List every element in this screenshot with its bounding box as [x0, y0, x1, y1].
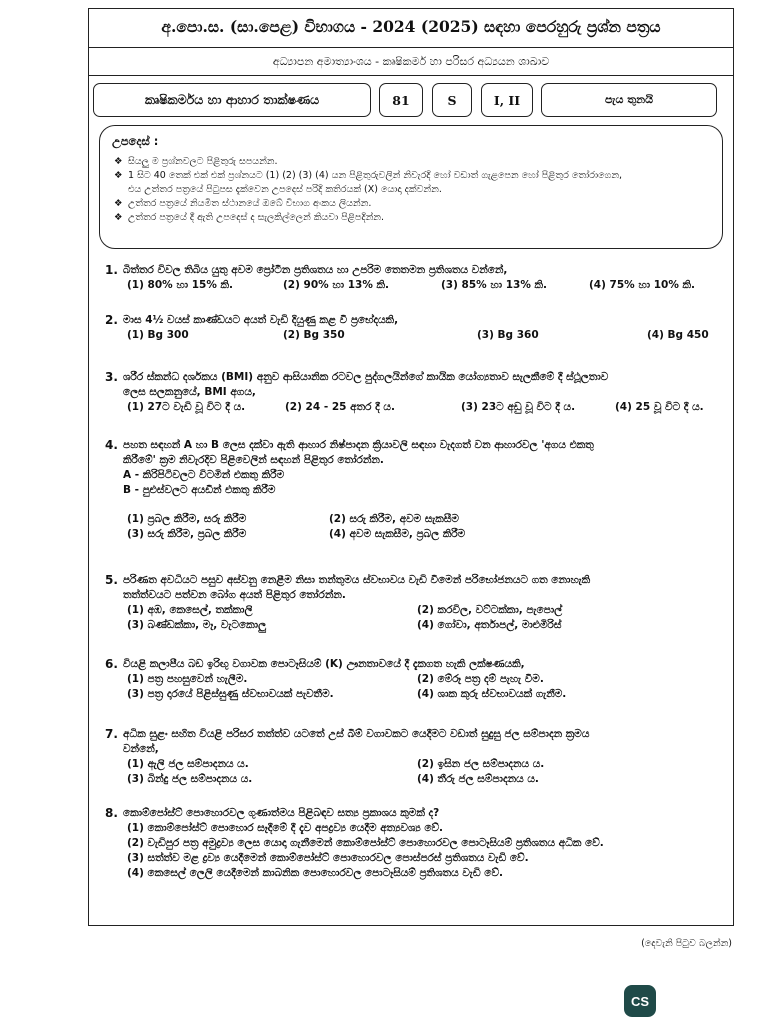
question-number: 7. [105, 727, 118, 741]
question-text: අධික සුළං සහිත වියළි පරිසර තත්ත්ව යටතේ උස් බීම් වගාවකට යෙදීමට වඩාත් සුදුසු ජල සම්පාදන ක්‍රමය [123, 728, 590, 740]
option: (1) 80% හා 15% කි. [127, 279, 234, 291]
option: (4) 75% හා 10% කි. [589, 279, 696, 291]
option: (4) තීරු ජල සම්පාදනය ය. [417, 773, 539, 785]
option: (1) අඹ, කෙසෙල්, තක්කාලි [127, 604, 253, 616]
question-number: 3. [105, 370, 118, 384]
question-text: වියළි කලාපීය බඩ ඉරිඟු වගාවක පොටෑසියම් (K) ඌනතාවයේ දී දැකගත හැකි ලක්ෂණයකි, [123, 658, 525, 670]
option: (3) 85% හා 13% කි. [441, 279, 548, 291]
options-row [127, 672, 717, 687]
options-row [127, 400, 717, 415]
question-text: ලෙස සලකනුයේ, BMI අගය, [123, 386, 256, 398]
option: (2) 24 - 25 අතර දී ය. [285, 401, 395, 413]
question-text: මාස 4½ වයස් කාණ්ඩයට අයත් වැඩි දියුණු කළ වී ප්‍රභේදයකි, [123, 314, 399, 326]
option: (4) ශාක කුරු ස්වභාවයක් ගැනීම. [417, 688, 567, 700]
instruction-item: ❖ 1 සිට 40 තෙක් එක් එක් ප්‍රශ්නයට (1) (2) (3) (4) යන පිළිතුරුවලින් නිවැරදි හෝ වඩාත් ගැළපෙන හෝ පිළිතුර තෝරාගෙන, [114, 170, 623, 181]
department-line: අධ්‍යාපන අමාත්‍යාංශය - කෘෂිකර්ම හා පරිසර අධ්‍යයන ශාඛාව [272, 55, 550, 68]
option: (1) ඇලි ජල සම්පාදනය ය. [127, 758, 249, 770]
question-8 [105, 806, 717, 881]
divider [89, 75, 733, 76]
option: (3) පත්‍ර දාරයේ පිළිස්සුණු ස්වභාවයක් පැවතීම. [127, 688, 334, 700]
statement: B - පුළුස්වලට අයඩීන් එකතු කිරීම [123, 484, 276, 496]
question-text: වන්නේ, [123, 743, 159, 755]
option: (3) 23ට අඩු වූ විට දී ය. [461, 401, 576, 413]
instruction-item: ❖ සියලු ම ප්‍රශ්නවලට පිළිතුරු සපයන්න. [114, 156, 278, 167]
question-text: පරිණත අවධියට පසුව අස්වනු නෙළීම නිසා තන්තුමය ස්වභාවය වැඩි වීමෙන් පරිභෝජනයට ගත නොහැකි [123, 574, 591, 586]
subject-box: කෘෂිකර්මය හා ආහාර තාක්ෂණය [93, 83, 371, 117]
option: (4) ගෝවා, අර්තාපල්, මාළුමිරිස් [417, 619, 562, 631]
question-number: 1. [105, 263, 118, 277]
instructions-heading: උපදෙස් : [112, 134, 159, 148]
option: (1) 27ට වැඩි වූ විට දී ය. [127, 401, 246, 413]
options-row [127, 603, 717, 618]
option: (1) ප්‍රබල කිරීම, සරු කිරීම [127, 513, 247, 525]
medium-box: S [432, 83, 472, 117]
option: (4) Bg 450 [647, 329, 709, 341]
instruction-item: ❖ උත්තර පත්‍රයේ නියමිත ස්ථානයේ ඔබේ විභාග අංකය ලියන්න. [114, 198, 372, 209]
exam-paper-frame [88, 8, 734, 926]
question-number: 8. [105, 806, 118, 820]
instructions-box [99, 125, 723, 249]
instruction-item: ❖ උත්තර පත්‍රයේ දී ඇති උපදෙස් ද සැලකිල්ලෙන් කියවා පිළිපදින්න. [114, 212, 385, 223]
next-page-note: (දෙවැනි පිටුව බලන්න) [641, 938, 732, 949]
option: (3) බණ්ඩක්කා, මෑ, වැටකොලු [127, 619, 267, 631]
question-number: 5. [105, 573, 118, 587]
question-text: පහත සඳහන් A හා B ලෙස දක්වා ඇති ආහාර නිෂ්පාදන ක්‍රියාවලි සඳහා වැදගත් වන ආහාරවල 'අගය එකතු [123, 439, 594, 451]
instruction-item: එය උත්තර පත්‍රයේ පිටුපස දැක්වෙන උපදෙස් පරිදි කතිරයක් (X) යොදා දක්වන්න. [128, 184, 442, 195]
divider [89, 47, 733, 48]
page-title: අ.පො.ස. (සා.පෙළ) විභාගය - 2024 (2025) සඳහා පෙරහුරු ප්‍රශ්න පත්‍රය [161, 17, 661, 36]
question-number: 4. [105, 438, 118, 452]
question-6 [105, 657, 717, 702]
question-text: තත්ත්වයට පත්වන බෝග අයත් පිළිතුර තෝරන්න. [123, 589, 346, 601]
option: (2) ඉසින ජල සම්පාදනය ය. [417, 758, 545, 770]
options-row [127, 757, 717, 772]
duration-box: පැය තුනයි [541, 83, 717, 117]
bullet-icon: ❖ [114, 156, 123, 167]
question-text: ශරීර ස්කන්ධ දර්ශකය (BMI) අනුව ආසියානික රටවල පුද්ගලයින්ගේ කායික යෝග්‍යතාව සැලකීමේ දී ස්ථූලතාව [123, 371, 609, 383]
question-text: බිත්තර විවල තිබිය යුතු අවම ප්‍රෝටීන ප්‍රතිශතය හා උපරිම තෙතමන ප්‍රතිශතය වන්නේ, [123, 264, 508, 276]
bullet-icon: ❖ [114, 170, 123, 181]
bullet-icon: ❖ [114, 212, 123, 223]
statement: A - කිරිපිටිවලට විටමින් එකතු කිරීම [123, 469, 285, 481]
option: (3) සත්ත්ව මළ ද්‍රව්‍ය යෙදීමෙන් කොම්පෝස්ට් පොහොරවල පොස්පරස් ප්‍රතිශතය වැඩි වේ. [127, 852, 529, 864]
options-row [127, 772, 717, 787]
question-text: කිරීමේ' ක්‍රම නිවැරදිව පිළිවෙලින් සඳහන් පිළිතුර තෝරන්න. [123, 454, 384, 466]
question-number: 2. [105, 313, 118, 327]
question-5 [105, 573, 717, 633]
option: (2) Bg 350 [283, 329, 345, 341]
option: (4) අවම සැකසීම, ප්‍රබල කිරීම [329, 528, 466, 540]
options-row [127, 527, 717, 542]
question-4 [105, 438, 717, 542]
paper-box: I, II [481, 83, 533, 117]
option: (2) සරු කිරීම, අවම සැකසීම [329, 513, 459, 525]
option: (2) වැඩිපුර පත්‍ර අමුද්‍රව්‍ය ලෙස යොදා ගැනීමෙන් කොම්පෝස්ට් පොහොරවල පොටෑසියම් ප්‍රතිශතය අධික වේ. [127, 837, 604, 849]
question-number: 6. [105, 657, 118, 671]
bullet-icon: ❖ [114, 198, 123, 209]
options-row [127, 278, 717, 293]
question-text: කොම්පෝස්ට් පොහොරවල ගුණාත්මය පිළිබඳව සත්‍ය ප්‍රකාශය කුමක් ද? [123, 807, 440, 819]
option: (3) බින්දු ජල සම්පාදනය ය. [127, 773, 253, 785]
option: (1) Bg 300 [127, 329, 189, 341]
option: (4) කෙසෙල් ලෙලි යෙදීමෙන් කාබනික පොහොරවල පොටෑසියම් ප්‍රතිශතය වැඩි වේ. [127, 867, 503, 879]
instructions-list [112, 155, 710, 224]
subject-code-box: 81 [379, 83, 423, 117]
option: (1) කොම්පෝස්ට් පොහොර සෑදීමේ දී දැව අපද්‍රව්‍ය යෙදීම අත්‍යවශ්‍ය වේ. [127, 822, 444, 834]
options-row [127, 618, 717, 633]
option: (2) 90% හා 13% කි. [283, 279, 390, 291]
question-2 [105, 313, 717, 343]
options-row [127, 512, 717, 527]
option: (2) කරවිල, වට්ටක්කා, පැපොල් [417, 604, 563, 616]
option: (3) Bg 360 [477, 329, 539, 341]
question-7 [105, 727, 717, 787]
options-row [127, 687, 717, 702]
option: (4) 25 වූ විට දී ය. [615, 401, 704, 413]
camscanner-logo: CS [624, 985, 656, 1017]
question-3 [105, 370, 717, 415]
question-1 [105, 263, 717, 293]
options-row [127, 328, 717, 343]
option: (2) මේරූ පත්‍ර දම් පැහැ වීම. [417, 673, 544, 685]
option: (3) සරු කිරීම, ප්‍රබල කිරීම [127, 528, 247, 540]
option: (1) පත්‍ර පහසුවෙන් හැලීම. [127, 673, 248, 685]
